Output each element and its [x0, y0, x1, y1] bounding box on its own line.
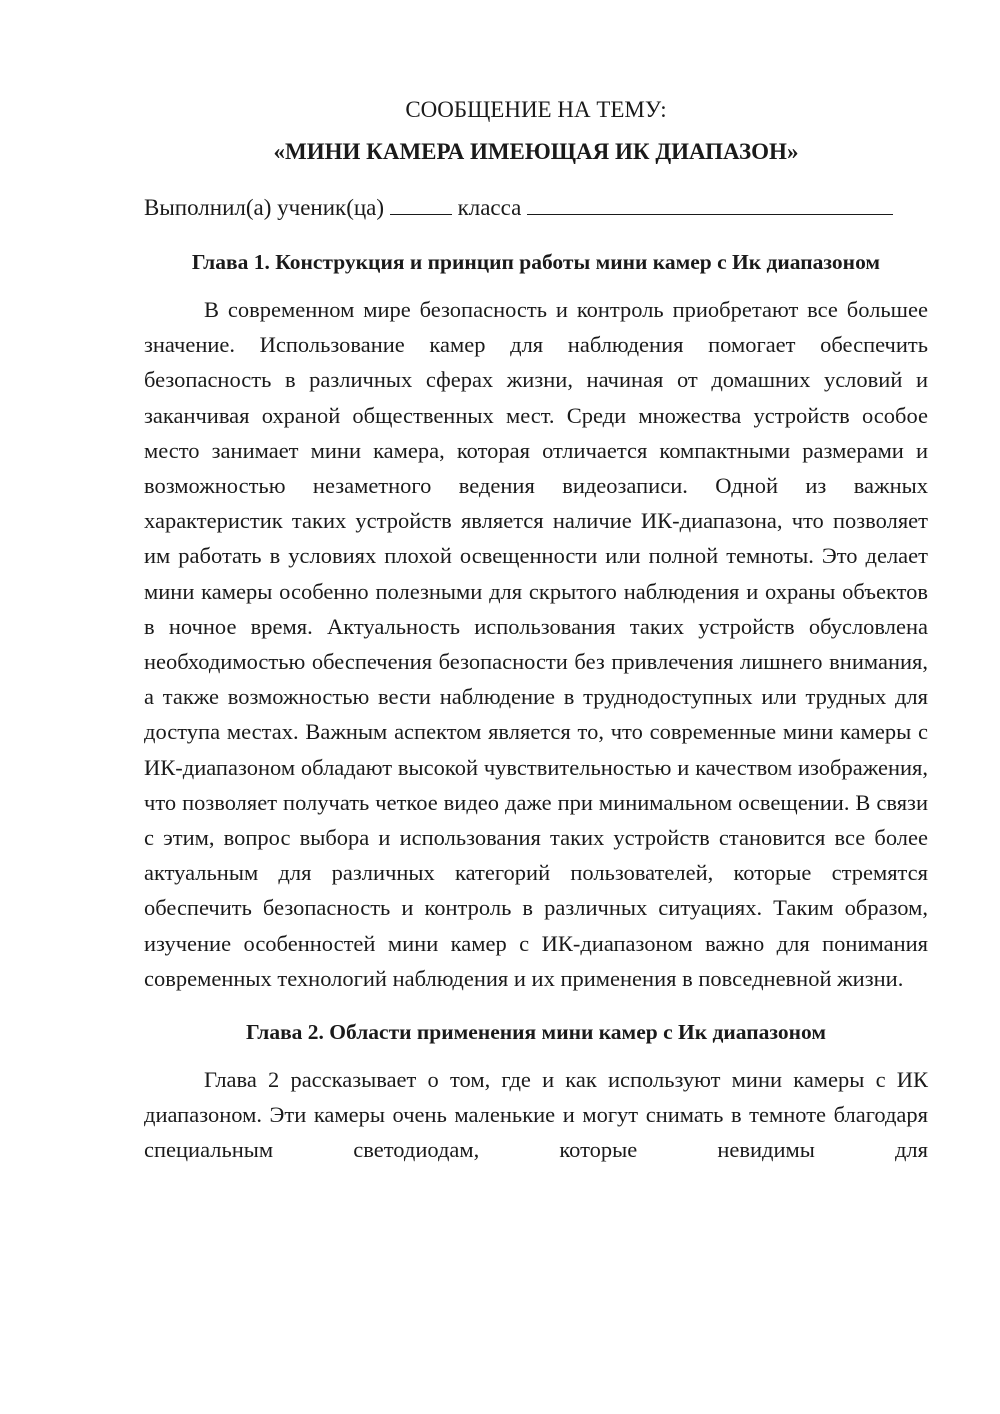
author-prefix: Выполнил(а) ученик(ца) — [144, 195, 385, 220]
chapter-1-paragraph: В современном мире безопасность и контроль приобретают все большее значение. Использование камер для наблюдения помогает обеспечить безопасность в различных сферах жизни, начиная от домашних условий и заканчивая охраной общественных мест. Среди множества устройств особое место занимает мини камера, которая отличается компактными размерами и возможностью незаметного ведения видеозаписи. Одной из важных характеристик таких устройств является наличие ИК-диапазона, что позволяет им работать в условиях плохой освещенности или полной темноты. Это делает мини камеры особенно полезными для скрытого наблюдения и охраны объектов в ночное время. Актуальность использования таких устройств обусловлена необходимостью обеспечения безопасности без привлечения лишнего внимания, а также возможностью вести наблюдение в труднодоступных или трудных для доступа местах. Важным аспектом является то, что современные мини камеры с ИК-диапазоном обладают высокой чувствительностью и качеством изображения, что позволяет получать четкое видео даже при минимальном освещении. В связи с этим, вопрос выбора и использования таких устройств становится все более актуальным для различных категорий пользователей, которые стремятся обеспечить безопасность и контроль в различных ситуациях. Таким образом, изучение особенностей мини камер с ИК-диапазоном важно для понимания современных технологий наблюдения и их применения в повседневной жизни. — [144, 297, 928, 991]
chapter-2-paragraph: Глава 2 рассказывает о том, где и как используют мини камеры с ИК диапазоном. Эти камеры очень маленькие и могут снимать в темноте благодаря специальным светодиодам, которые невидимы для — [144, 1067, 928, 1163]
document-title: СООБЩЕНИЕ НА ТЕМУ: — [405, 97, 667, 122]
document-subtitle: «МИНИ КАМЕРА ИМЕЮЩАЯ ИК ДИАПАЗОН» — [273, 139, 799, 164]
class-number-blank — [390, 192, 452, 215]
author-middle: класса — [457, 195, 522, 220]
class-name-blank — [527, 192, 893, 215]
document-page — [144, 92, 928, 1168]
chapter-2-heading: Глава 2. Области применения мини камер с Ик диапазоном — [246, 1020, 826, 1045]
chapter-1-heading: Глава 1. Конструкция и принцип работы мини камер с Ик диапазоном — [191, 250, 881, 274]
author-line — [144, 190, 928, 226]
